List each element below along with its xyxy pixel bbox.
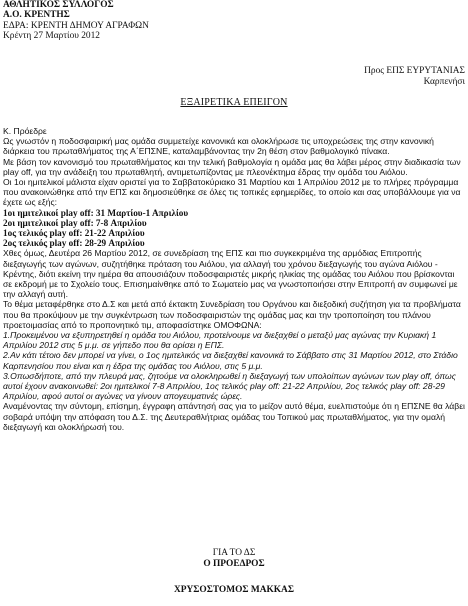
club-seat: ΕΔΡΑ: ΚΡΕΝΤΗ ΔΗΜΟΥ ΑΓΡΑΦΩΝ [3,20,149,31]
club-name: ΑΘΛΗΤΙΚΟΣ ΣΥΛΛΟΓΟΣ [3,0,114,10]
schedule-item: 2οι ημιτελικοί play off: 7-8 Απριλίου [3,217,147,228]
signature-board-line: ΓΙΑ ΤΟ ΔΣ [212,548,256,558]
club-short-name: Α.Ο. ΚΡΕΝΤΗΣ [3,10,70,21]
recipient-line-1: Προς ΕΠΣ ΕΥΡΥΤΑΝΙΑΣ [364,66,465,76]
paragraph-3: Οι 1οι ημιτελικοί μάλιστα είχαν οριστεί για το Σαββατοκύριακο 31 Μαρτίου και 1 Απριλίου 2012 με το πλήρες πρόγραμμα που ανακοινώθηκε από την ΕΠΣ και δημοσιεύθηκε σε όλες τις τοπικές εφημερίδες, το οποίο και σας υποβάλλουμε για να έχετε ως εξής: [3,177,461,208]
signature-role: Ο ΠΡΟΕΔΡΟΣ [203,559,265,569]
decision-item: 3.Οπωσδήποτε, από την πλευρά μας, ζητούμε να ολοκληρωθεί η διεξαγωγή των υπολοίπων αγώνων των play off, όπως αυτοί έχουν ανακοινωθεί: 2οι ημιτελικοί 7-8 Απριλίου, 1ος τελικός play off: 21-22 Απριλίου, 2ος τελικός play off: 28-29 Απριλίου, αφού αυτοί οι αγώνες να γίνουν απογευματινές ώρες. [3,370,456,402]
paragraph-6: Αναμένοντας την σύντομη, επίσημη, έγγραφη απάντησή σας για το μείζον αυτό θέμα, ευελπιστούμε ότι η ΕΠΣΝΕ θα λάβει σοβαρά υπόψη την απόφαση του Δ.Σ. της Δευτεραθλήτριας ομάδας του Τοπικού μας πρωταθλήματος, για την ομαλή διεξαγωγή και ολοκλήρωσή του. [3,401,465,432]
salutation: Κ. Πρόεδρε [3,126,47,136]
signature-name: ΧΡΥΣΟΣΤΟΜΟΣ ΜΑΚΚΑΣ [174,585,294,595]
paragraph-1: Ως γνωστόν η ποδοσφαιρική μας ομάδα συμμετείχε κανονικά και ολοκλήρωσε τις υποχρεώσεις της στην κανονική διάρκεια του πρωταθλήματος της Α΄ΕΠΣΝΕ, καταλαμβάνοντας την 2η θέση στον βαθμολογικό πίνακα. [3,136,434,157]
recipient-line-2: Καρπενήσι [423,77,465,87]
schedule-item: 2ος τελικός play off: 28-29 Απριλίου [3,238,145,249]
letterhead [3,0,303,41]
letter-body [3,126,465,432]
letter-date: Κρέντη 27 Μαρτίου 2012 [3,30,100,41]
paragraph-5: Το θέμα μεταφέρθηκε στο Δ.Σ και μετά από έκτακτη Συνεδρίαση του Οργάνου και διεξοδική συζήτηση για τα προβλήματα που θα προκύψουν με την συγκέντρωση των ποδοσφαιριστών της ομάδας μας και την τροποποίηση του πλάνου προετοιμασίας από το προπονητικό τιμ, αποφασίστηκε ΟΜΟΦΩΝΑ: [3,299,461,330]
letter-title: ΕΞΑΙΡΕΤΙΚΑ ΕΠΕΙΓΟΝ [180,97,288,108]
decision-item: 1.Προκειμένου να εξυπηρετηθεί η ομάδα του Αιόλου, προτείνουμε να διεξαχθεί ο μεταξύ μας αγώνας την Κυριακή 1 Απριλίου 2012 στις 5 μ.μ. σε γήπεδο που θα ορίσει η ΕΠΣ. [3,330,437,351]
schedule-item: 1οι ημιτελικοί play off: 31 Μαρτίου-1 Απριλίου [3,207,189,218]
schedule-item: 1ος τελικός play off: 21-22 Απριλίου [3,228,145,239]
decision-item: 2.Αν κάτι τέτοιο δεν μπορεί να γίνει, ο 1ος ημιτελικός να διεξαχθεί κανονικά το Σάββατο στις 31 Μαρτίου 2012, στο Στάδιο Καρπενησίου που είναι και η έδρα της ομάδας του Αιόλου, στις 5 μ.μ. [3,350,458,371]
paragraph-2: Με βάση τον κανονισμό του πρωταθλήματος και την τελική βαθμολογία η ομάδα μας θα λάβει μέρος στην διαδικασία των play off, για την ανάδειξη του πρωταθλητή, αντιμετωπίζοντας με πλεονέκτημα έδρας την ομάδα του Αιόλου. [3,156,461,177]
paragraph-4: Χθες όμως, Δευτέρα 26 Μαρτίου 2012, σε συνεδρίαση της ΕΠΣ και πιο συγκεκριμένα της αρμόδιας Επιτροπής διεξαγωγής των αγώνων, συζητήθηκε πρόταση του Αιόλου, για αλλαγή του χρόνου διεξαγωγής του αγώνα Αιόλου - Κρέντης, διότι εκείνη την ημέρα θα απουσιάζουν ποδοσφαιριστές μικρής ηλικίας της ομάδας του Αιόλου που βρίσκονται σε εκδρομή με το Σχολείο τους. Επισημαίνθηκε από το Σωματείο μας να γνωστοποιήσει στην Επιτροπή αν συμφωνεί με την αλλαγή αυτή. [3,248,458,300]
